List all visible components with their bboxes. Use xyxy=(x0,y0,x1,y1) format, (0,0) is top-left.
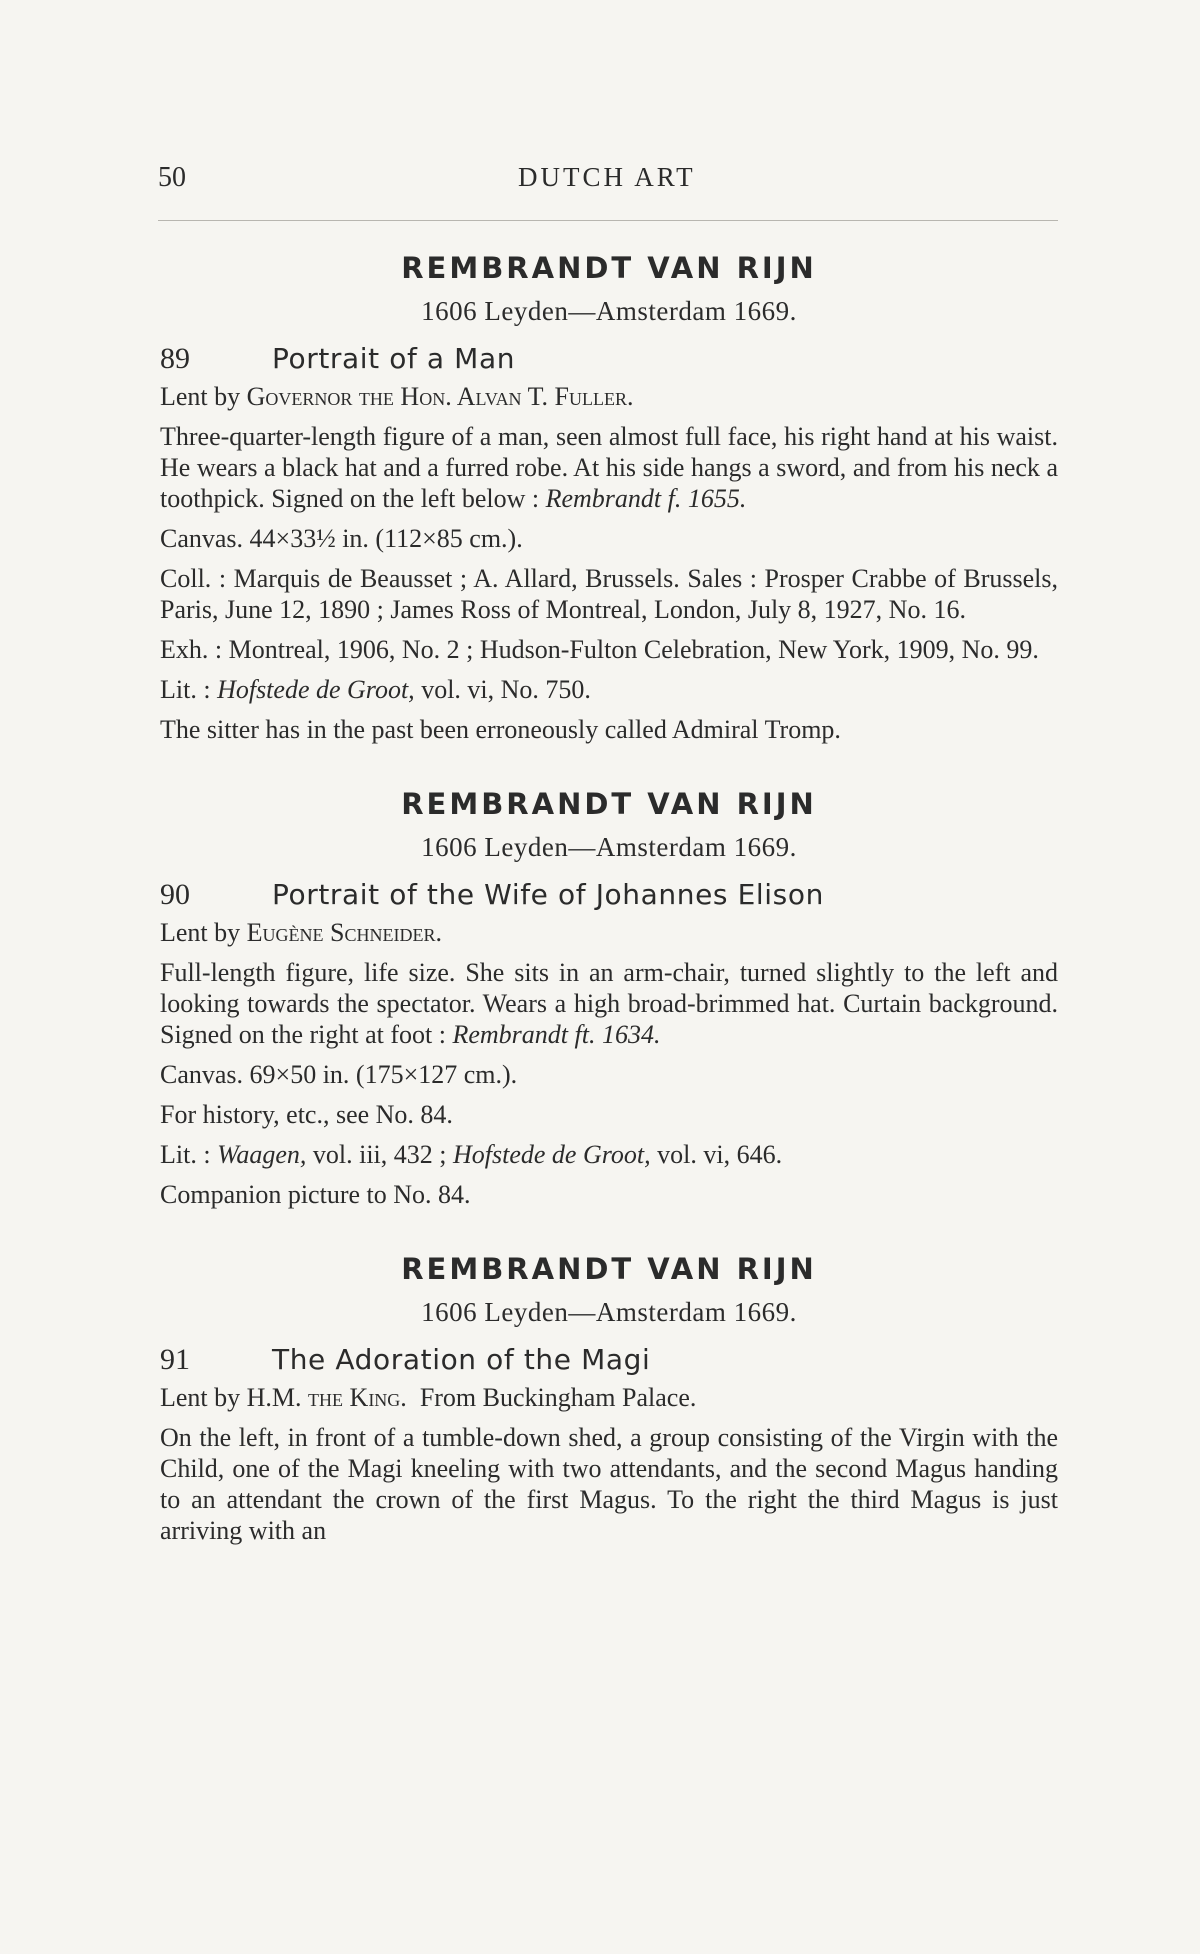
lender-name: H.M. the King. xyxy=(246,1383,407,1412)
canvas-dimensions: Canvas. 44×33½ in. (112×85 cm.). xyxy=(160,524,523,553)
artist-heading: REMBRANDT VAN RIJN xyxy=(401,1252,817,1286)
painting-title: Portrait of the Wife of Johannes Elison xyxy=(272,878,824,911)
artist-dates: 1606 Leyden—Amsterdam 1669. xyxy=(421,1297,797,1327)
collections: Coll. : Marquis de Beausset ; A. Allard, Brussels. Sales : Prosper Crabbe of Brussels, Paris, June 12, 1890 ; James Ross of Montreal, London, July 8, 1927, No. 16. xyxy=(160,564,1058,624)
entry-90 xyxy=(160,781,1058,1210)
note: The sitter has in the past been erroneously called Admiral Tromp. xyxy=(160,715,841,744)
lit-source: Hofstede de Groot, xyxy=(217,675,415,704)
canvas-dimensions: Canvas. 69×50 in. (175×127 cm.). xyxy=(160,1060,518,1089)
header-rule xyxy=(158,220,1058,221)
catalogue-number: 90 xyxy=(160,878,190,911)
lit-source-1: Waagen, xyxy=(217,1140,307,1169)
note: Companion picture to No. 84. xyxy=(160,1180,471,1209)
lender-line xyxy=(160,917,1058,948)
lent-prefix: Lent by xyxy=(160,382,247,411)
painting-title: Portrait of a Man xyxy=(272,342,516,375)
description xyxy=(160,957,1058,1050)
lent-prefix: Lent by xyxy=(160,1383,247,1412)
page-number: 50 xyxy=(158,162,186,193)
catalogue-number: 89 xyxy=(160,342,190,375)
lender-line xyxy=(160,1382,1058,1413)
entry-heading xyxy=(160,1338,1058,1382)
lit-prefix: Lit. : xyxy=(160,675,211,704)
lender-name: Governor the Hon. Alvan T. Fuller. xyxy=(246,382,634,411)
description: On the left, in front of a tumble-down shed, a group consisting of the Virgin with the Child, one of the Magi kneeling with two attendants, and the second Magus handing to an attendant the crown of the first Magus. To the right the third Magus is just arriving with an xyxy=(160,1423,1058,1545)
signature: Rembrandt f. 1655. xyxy=(545,484,747,513)
literature xyxy=(160,1139,1058,1170)
lender-name: Eugène Schneider. xyxy=(246,918,442,947)
catalogue-number: 91 xyxy=(160,1343,190,1376)
running-title: DUTCH ART xyxy=(518,162,696,192)
history: For history, etc., see No. 84. xyxy=(160,1100,453,1129)
lit-reference-1: vol. iii, 432 ; xyxy=(312,1140,447,1169)
artist-heading: REMBRANDT VAN RIJN xyxy=(401,787,817,821)
description-text: Full-length figure, life size. She sits in an arm-chair, turned slightly to the left and looking towards the spectator. Wears a high broad-brimmed hat. Curtain background. Signed on the right at foot : xyxy=(160,958,1058,1049)
entry-89 xyxy=(160,245,1058,745)
lit-source-2: Hofstede de Groot, xyxy=(453,1140,651,1169)
entry-91 xyxy=(160,1246,1058,1546)
painting-title: The Adoration of the Magi xyxy=(272,1343,651,1376)
entry-heading xyxy=(160,873,1058,917)
entry-heading xyxy=(160,337,1058,381)
artist-heading: REMBRANDT VAN RIJN xyxy=(401,251,817,285)
description-text: Three-quarter-length figure of a man, seen almost full face, his right hand at his waist. He wears a black hat and a furred robe. At his side hangs a sword, and from his neck a toothpick. Signed on the left below : xyxy=(160,422,1058,513)
lit-prefix: Lit. : xyxy=(160,1140,211,1169)
lit-reference-2: vol. vi, 646. xyxy=(657,1140,783,1169)
lender-source: From Buckingham Palace. xyxy=(419,1383,697,1412)
catalogue-text xyxy=(160,245,1058,1582)
artist-dates: 1606 Leyden—Amsterdam 1669. xyxy=(421,296,797,326)
artist-dates: 1606 Leyden—Amsterdam 1669. xyxy=(421,832,797,862)
signature: Rembrandt ft. 1634. xyxy=(452,1020,661,1049)
running-head xyxy=(158,162,1058,202)
literature xyxy=(160,674,1058,705)
lit-reference: vol. vi, No. 750. xyxy=(421,675,591,704)
exhibitions: Exh. : Montreal, 1906, No. 2 ; Hudson-Fulton Celebration, New York, 1909, No. 99. xyxy=(160,635,1039,664)
lender-line xyxy=(160,381,1058,412)
lent-prefix: Lent by xyxy=(160,918,247,947)
description xyxy=(160,421,1058,514)
